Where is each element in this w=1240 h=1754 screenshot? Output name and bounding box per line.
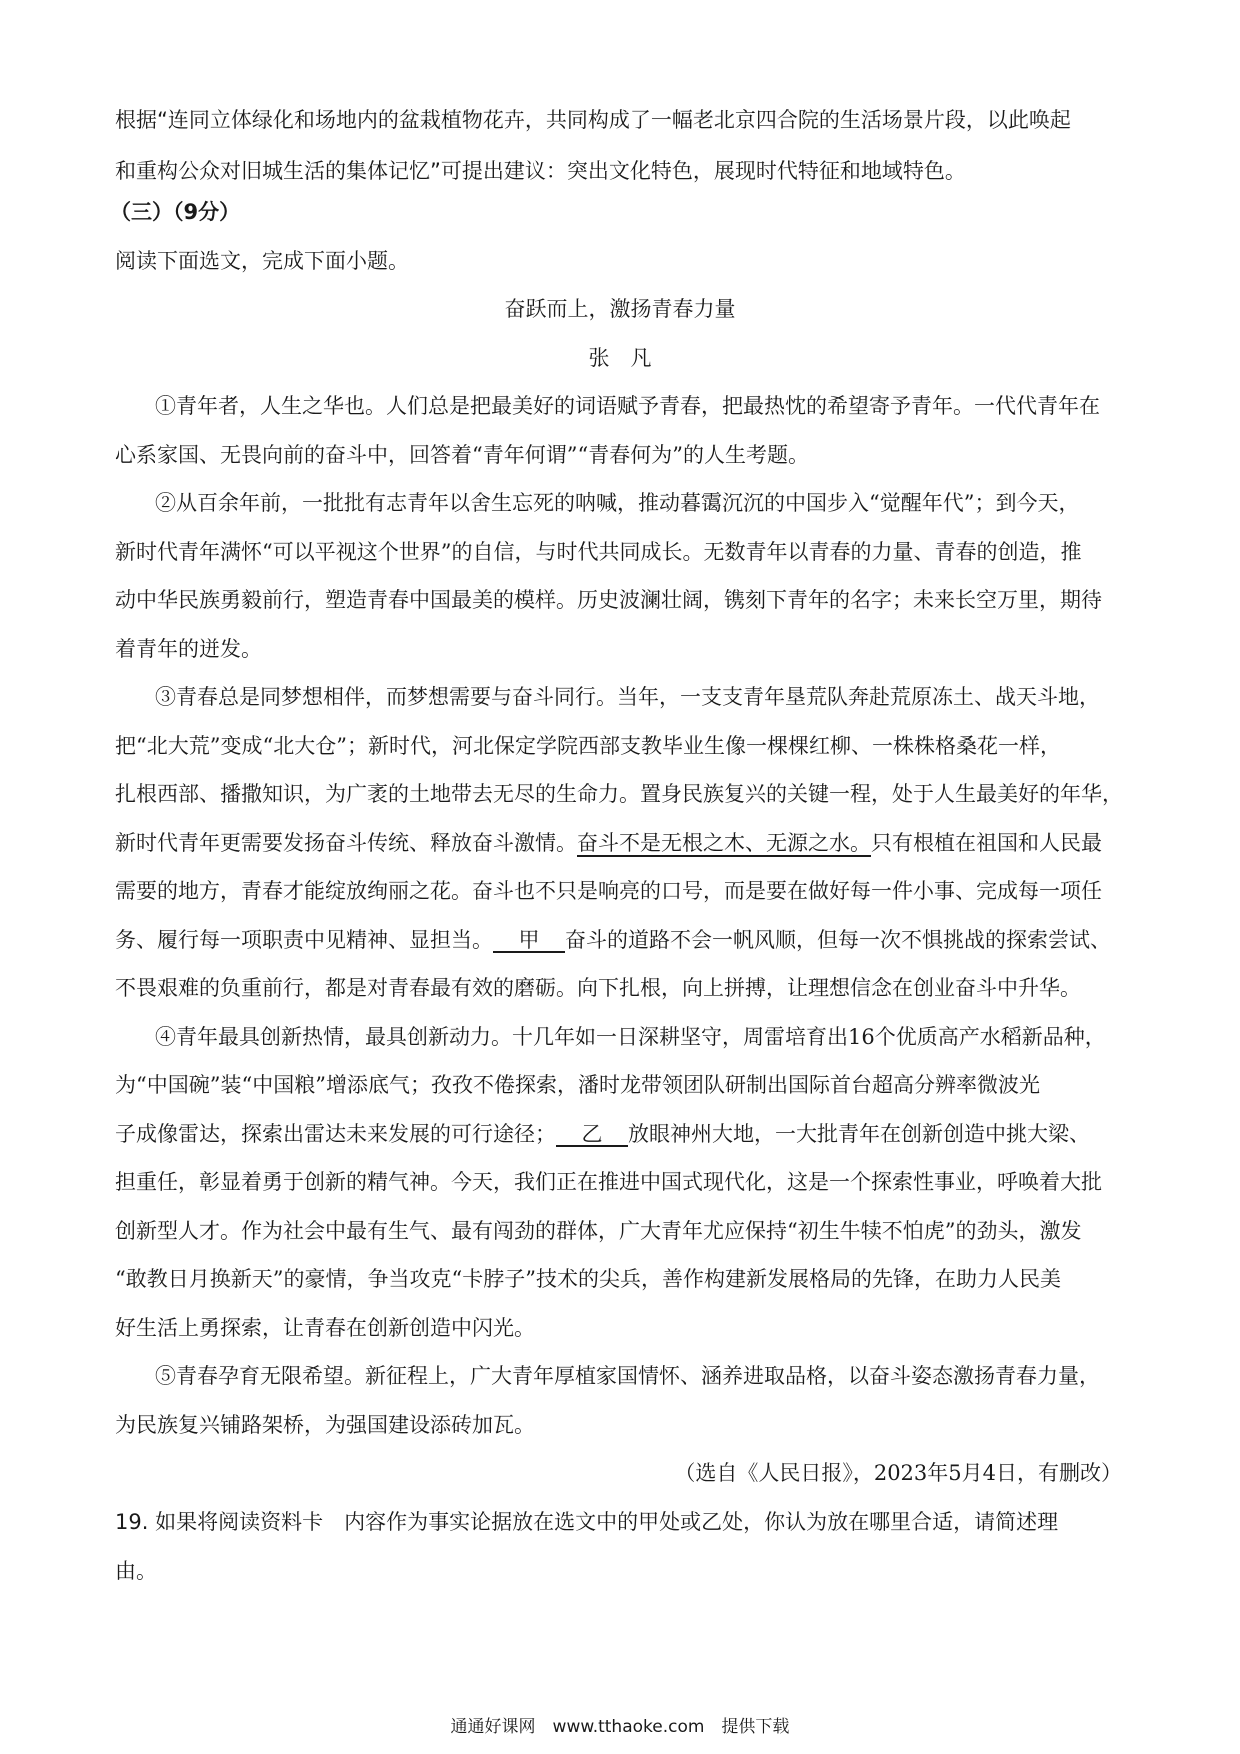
page-footer: 通通好课网 www.tthaoke.com 提供下载 <box>450 1717 790 1737</box>
paragraph-2-line: ②从百余年前，一批批有志青年以舍生忘死的呐喊，推动暮霭沉沉的中国步入“觉醒年代”；到今天， <box>155 491 1080 515</box>
paragraph-4-line <box>115 1118 1090 1148</box>
underlined-sentence: 奋斗不是无根之木、无源之水。 <box>577 831 871 855</box>
intro-line-2: 和重构公众对旧城生活的集体记忆”可提出建议：突出文化特色，展现时代特征和地域特色。 <box>115 159 966 183</box>
paragraph-3-line <box>115 827 1102 857</box>
article-source: （选自《人民日报》，2023年5月4日，有删改） <box>674 1461 1122 1485</box>
paragraph-4-line: 为“中国碗”装“中国粮”增添底气；孜孜不倦探索，潘时龙带领团队研制出国际首台超高分辨率微波光 <box>115 1073 1040 1097</box>
section-heading: （三）（9分） <box>110 200 241 224</box>
paragraph-5-line: 为民族复兴铺路架桥，为强国建设添砖加瓦。 <box>115 1413 535 1437</box>
paragraph-5-line: ⑤青春孕育无限希望。新征程上，广大青年厚植家国情怀、涵养进取品格，以奋斗姿态激扬青春力量， <box>155 1364 1100 1388</box>
paragraph-3-line: ③青春总是同梦想相伴，而梦想需要与奋斗同行。当年，一支支青年垦荒队奔赴荒原冻土、战天斗地， <box>155 685 1100 709</box>
paragraph-2-line: 新时代青年满怀“可以平视这个世界”的自信，与时代共同成长。无数青年以青春的力量、青春的创造，推 <box>115 540 1082 564</box>
article-title: 奋跃而上，激扬青春力量 <box>504 297 736 321</box>
paragraph-1-line: 心系家国、无畏向前的奋斗中，回答着“青年何谓”“青春何为”的人生考题。 <box>115 443 809 467</box>
section-instruction: 阅读下面选文，完成下面小题。 <box>115 249 409 273</box>
intro-line-1: 根据“连同立体绿化和场地内的盆栽植物花卉，共同构成了一幅老北京四合院的生活场景片段，以此唤起 <box>115 108 1071 132</box>
paragraph-3-line: 需要的地方，青春才能绽放绚丽之花。奋斗也不只是响亮的口号，而是要在做好每一件小事、完成每一项任 <box>115 879 1102 903</box>
paragraph-3-text: 奋斗的道路不会一帆风顺，但每一次不惧挑战的探索尝试、 <box>565 928 1111 952</box>
paragraph-4-line: 好生活上勇探索，让青春在创新创造中闪光。 <box>115 1316 535 1340</box>
paragraph-4-line: ④青年最具创新热情，最具创新动力。十几年如一日深耕坚守，周雷培育出16个优质高产水稻新品种， <box>155 1025 1106 1049</box>
paragraph-4-line: 担重任，彰显着勇于创新的精气神。今天，我们正在推进中国式现代化，这是一个探索性事业，呼唤着大批 <box>115 1170 1102 1194</box>
question-19-line: 由。 <box>115 1559 157 1583</box>
paragraph-3-text: 新时代青年更需要发扬奋斗传统、释放奋斗激情。 <box>115 831 577 855</box>
paragraph-2-line: 着青年的迸发。 <box>115 637 262 661</box>
paragraph-4-text: 子成像雷达，探索出雷达未来发展的可行途径； <box>115 1122 556 1146</box>
paragraph-4-text: 放眼神州大地，一大批青年在创新创造中挑大梁、 <box>628 1122 1090 1146</box>
paragraph-3-text: 务、履行每一项职责中见精神、显担当。 <box>115 928 493 952</box>
paragraph-3-line: 扎根西部、播撒知识，为广袤的土地带去无尽的生命力。置身民族复兴的关键一程，处于人生最美好的年华， <box>115 782 1123 806</box>
paragraph-3-line: 不畏艰难的负重前行，都是对青春最有效的磨砺。向下扎根，向上拼搏，让理想信念在创业奋斗中升华。 <box>115 976 1081 1000</box>
question-19-line: 19. 如果将阅读资料卡 内容作为事实论据放在选文中的甲处或乙处，你认为放在哪里合适，请简述理 <box>115 1510 1059 1534</box>
paragraph-3-line <box>115 924 1111 954</box>
paragraph-2-line: 动中华民族勇毅前行，塑造青春中国最美的模样。历史波澜壮阔，镌刻下青年的名字；未来长空万里，期待 <box>115 588 1102 612</box>
paragraph-1-line: ①青年者，人生之华也。人们总是把最美好的词语赋予青春，把最热忱的希望寄予青年。一代代青年在 <box>155 394 1100 418</box>
paragraph-3-line: 把“北大荒”变成“北大仓”；新时代，河北保定学院西部支教毕业生像一棵棵红柳、一株株格桑花一样， <box>115 734 1061 758</box>
paragraph-3-text: 只有根植在祖国和人民最 <box>871 831 1102 855</box>
blank-jia: 甲 <box>493 929 565 953</box>
paragraph-4-line: 创新型人才。作为社会中最有生气、最有闯劲的群体，广大青年尤应保持“初生牛犊不怕虎”的劲头，激发 <box>115 1219 1082 1243</box>
article-author: 张 凡 <box>588 346 652 370</box>
paragraph-4-line: “敢教日月换新天”的豪情，争当攻克“卡脖子”技术的尖兵，善作构建新发展格局的先锋，在助力人民美 <box>115 1267 1061 1291</box>
blank-yi: 乙 <box>556 1123 628 1147</box>
